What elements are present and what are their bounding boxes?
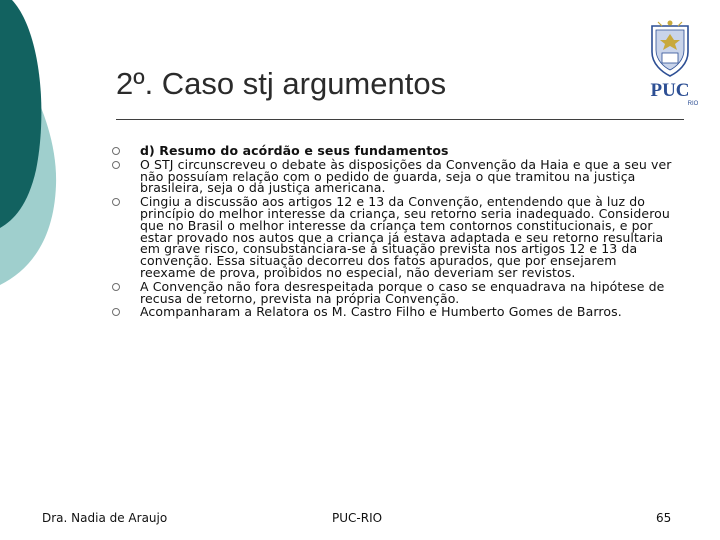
slide-title: 2º. Caso stj argumentos — [116, 66, 447, 101]
footer-institution: PUC-RIO — [332, 511, 383, 525]
logo-text: PUC — [650, 80, 690, 101]
bullet-item: Cingiu a discussão aos artigos 12 e 13 da Convenção, entendendo que à luz do princípio do melhor interesse da criança, seu retorno seria inadequado. Considerou que no Brasil o melhor interesse da criança tem contornos constitucionais, e por estar provado nos autos que a criança já estava adaptada e seu retorno resultaria em grave risco, consubstanciara-se a situação prevista nos artigos 12 e 13 da convenção. Essa situação decorreu dos fatos apurados, que por ensejarem reexame de prova, proibidos no especial, não deveriam ser revistos. — [140, 196, 674, 279]
crest-icon — [652, 21, 688, 77]
puc-rio-logo — [638, 18, 702, 108]
page-number: 65 — [656, 511, 672, 525]
bullet-item: Acompanharam a Relatora os M. Castro Filho e Humberto Gomes de Barros. — [140, 306, 674, 318]
bullet-item: O STJ circunscreveu o debate às disposições da Convenção da Haia e que a seu ver não possuíam relação com o pedido de guarda, seja o que tramitou na justiça brasileira, seja o da justiça americana. — [140, 159, 674, 194]
footer-author: Dra. Nadia de Araujo — [42, 511, 168, 525]
bullet-item: d) Resumo do acórdão e seus fundamentos — [140, 145, 674, 157]
bullet-item: A Convenção não fora desrespeitada porque o caso se enquadrava na hipótese de recusa de retorno, prevista na própria Convenção. — [140, 281, 674, 305]
bullet-list — [140, 145, 674, 318]
slide-body — [140, 145, 674, 320]
title-underline — [116, 119, 684, 120]
corner-decoration — [0, 0, 60, 300]
logo-subtext: RIO — [687, 101, 699, 107]
